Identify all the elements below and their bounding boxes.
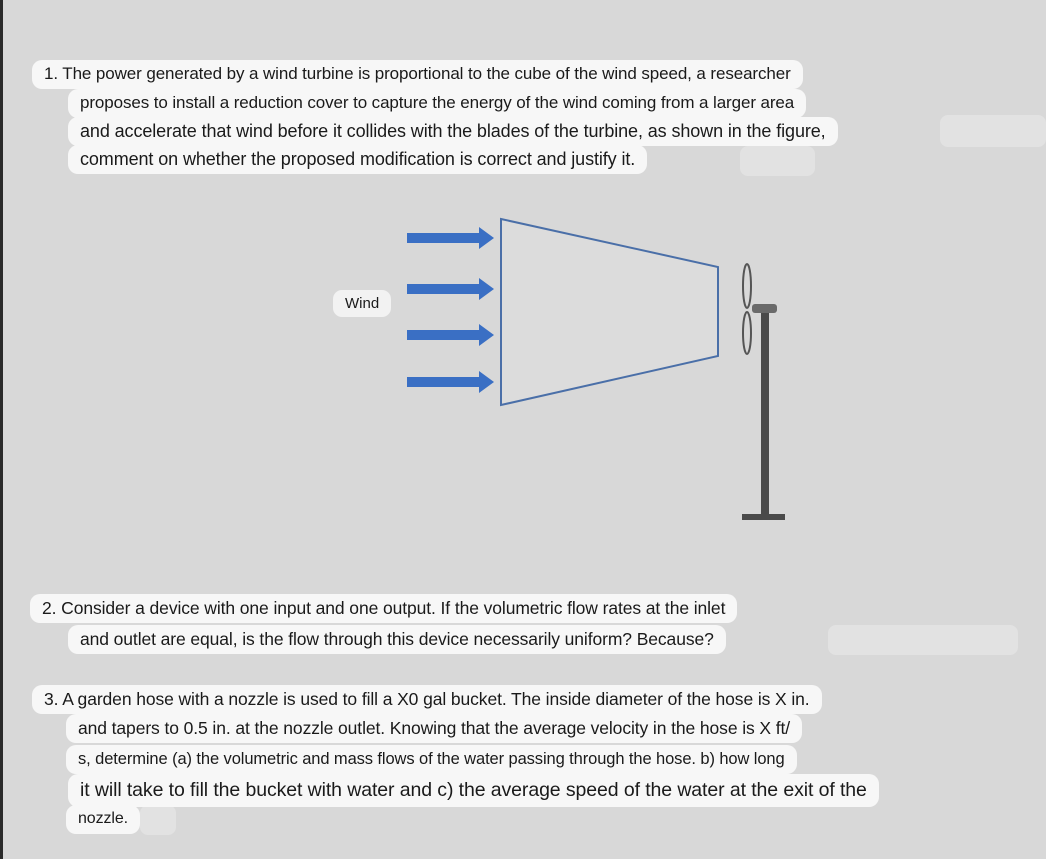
q3-line-3: s, determine (a) the volumetric and mass flows of the water passing through the hose. b) how long [66, 745, 797, 774]
q3-line-4: it will take to fill the bucket with water and c) the average speed of the water at the exit of the [68, 774, 879, 807]
wind-arrow [407, 324, 494, 346]
wind-arrow [407, 371, 494, 393]
q1-line-2: proposes to install a reduction cover to capture the energy of the wind coming from a larger area [68, 89, 806, 118]
q2-line-1: 2. Consider a device with one input and one output. If the volumetric flow rates at the inlet [30, 594, 737, 623]
wind-label: Wind [333, 290, 391, 317]
q3-line-1: 3. A garden hose with a nozzle is used to fill a X0 gal bucket. The inside diameter of the hose is X in. [32, 685, 822, 714]
turbine-pole [761, 308, 769, 518]
q1-line-3: and accelerate that wind before it collides with the blades of the turbine, as shown in the figure, [68, 117, 838, 146]
wind-arrow [407, 227, 494, 249]
q3-line-2: and tapers to 0.5 in. at the nozzle outlet. Knowing that the average velocity in the hose is X ft/ [66, 714, 802, 743]
turbine-blade-lower [743, 312, 751, 354]
wind-arrows [407, 227, 494, 393]
q3-line-5: nozzle. [66, 805, 140, 834]
turbine-base [742, 514, 785, 520]
q2-line-2: and outlet are equal, is the flow through this device necessarily uniform? Because? [68, 625, 726, 654]
q1-line-4: comment on whether the proposed modification is correct and justify it. [68, 145, 647, 174]
q1-line-1: 1. The power generated by a wind turbine is proportional to the cube of the wind speed, a researcher [32, 60, 803, 89]
turbine-blade-upper [743, 264, 751, 308]
turbine-hub [752, 304, 777, 313]
reduction-cover [501, 219, 718, 405]
wind-turbine [742, 264, 785, 520]
wind-arrow [407, 278, 494, 300]
